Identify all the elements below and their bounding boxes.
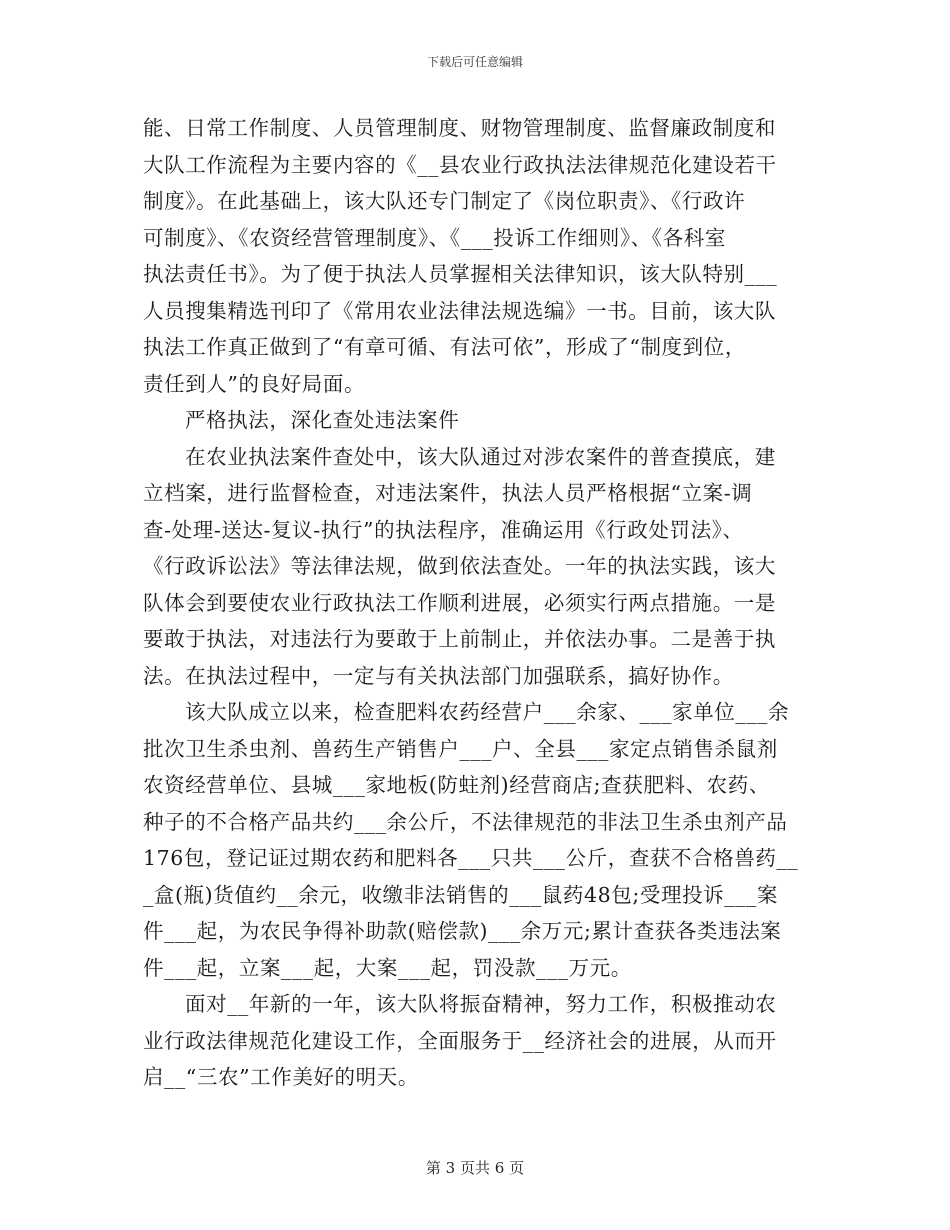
text-line: 该大队成立以来，检查肥料农药经营户___余家、___家单位___余 [185, 700, 790, 724]
text-line: 队体会到要使农业行政执法工作顺利进展，必须实行两点措施。一是 [143, 590, 776, 615]
text-line: 面对__年新的一年，该大队将振奋精神，努力工作，积极推动农 [185, 992, 777, 1016]
text-line: 件___起，立案___起，大案___起，罚没款___万元。 [143, 955, 632, 980]
text-line: 立档案，进行监督检查，对违法案件，执法人员严格根据“立案-调 [143, 481, 753, 505]
text-line: 能、日常工作制度、人员管理制度、财物管理制度、监督廉政制度和 [143, 116, 776, 140]
page-footer: 第 3 页共 6 页 [425, 1159, 525, 1177]
text-line: 种子的不合格产品共约___余公斤，不法律规范的非法卫生杀虫剂产品 [143, 809, 788, 834]
text-line: 大队工作流程为主要内容的《__县农业行政执法法律规范化建设若干 [143, 152, 777, 177]
text-line: 《行政诉讼法》等法律法规，做到依法查处。一年的执法实践，该大 [143, 554, 776, 578]
text-line: 176包，登记证过期农药和肥料各___只共___公斤，查获不合格兽药__ [143, 846, 799, 870]
text-line: 要敢于执法，对违法行为要敢于上前制止，并依法办事。二是善于执 [143, 627, 776, 651]
text-line: 查-处理-送达-复议-执行”的执法程序，准确运用《行政处罚法》、 [143, 517, 744, 542]
text-line: 可制度》、《农资经营管理制度》、《___投诉工作细则》、《各科室 [143, 225, 726, 250]
text-line: 在农业执法案件查处中，该大队通过对涉农案件的普查摸底，建 [185, 444, 776, 469]
text-line: 件___起，为农民争得补助款(赔偿款)___余万元;累计查获各类违法案 [143, 919, 782, 943]
document-body [143, 110, 811, 1096]
text-line: 人员搜集精选刊印了《常用农业法律法规选编》一书。目前，该大队 [143, 298, 776, 323]
text-line: 业行政法律规范化建设工作，全面服务于__经济社会的进展，从而开 [143, 1028, 777, 1053]
text-line: 启__“三农”工作美好的明天。 [143, 1065, 419, 1089]
text-line: 执法责任书》。为了便于执法人员掌握相关法律知识，该大队特别___ [143, 262, 778, 286]
text-line: 严格执法，深化查处违法案件 [185, 408, 460, 432]
text-line: 责任到人”的良好局面。 [143, 371, 366, 396]
text-line: 法。在执法过程中，一定与有关执法部门加强联系，搞好协作。 [143, 663, 734, 688]
page-header: 下载后可任意编辑 [426, 55, 523, 69]
text-line: 农资经营单位、县城___家地板(防蛀剂)经营商店;查获肥料、农药、 [143, 773, 770, 797]
text-line: 批次卫生杀虫剂、兽药生产销售户___户、全县___家定点销售杀鼠剂 [143, 736, 778, 761]
text-line: 执法工作真正做到了“有章可循、有法可依”，形成了“制度到位， [143, 335, 746, 359]
text-line: 制度》。在此基础上，该大队还专门制定了《岗位职责》、《行政许 [143, 189, 746, 213]
text-line: _盒(瓶)货值约__余元，收缴非法销售的___鼠药48包;受理投诉___案 [143, 882, 778, 907]
